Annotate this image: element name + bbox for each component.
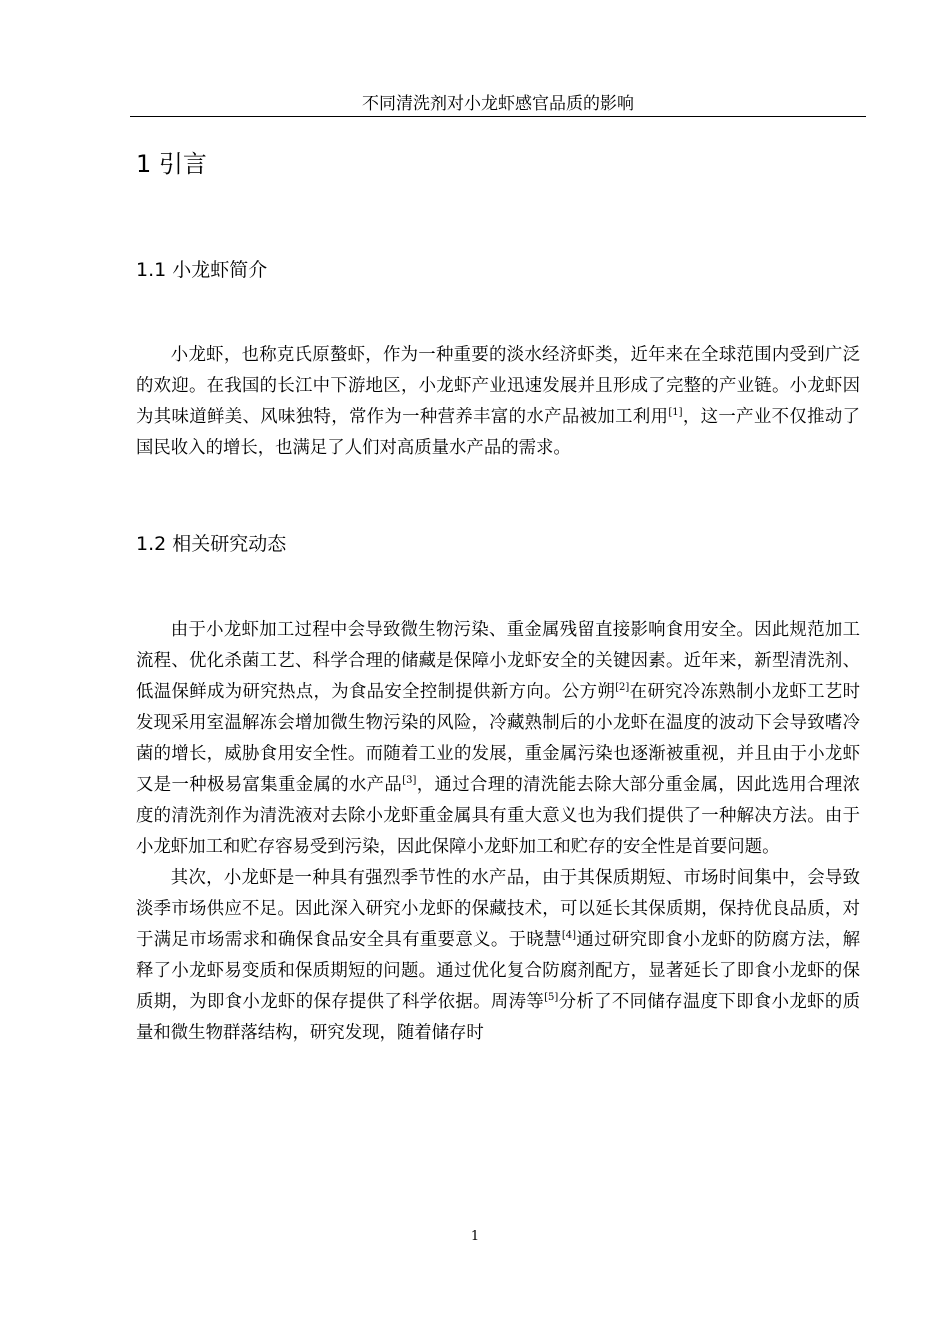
page-number: 1 [470,1229,480,1244]
paragraph-text: 在研究冷冻熟制小龙虾工艺时发现采用室温解冻会增加微生物污染的风险，冷藏熟制后的小龙虾在温度的波动下会导致嗜冷菌的增长，威胁食用安全性。而随着工业的发展，重金属污染也逐渐被重视，并且由于小龙虾又是一种极易富集重金属的水产品 [136,682,860,795]
paragraph-text: 通过研究即食小龙虾的防腐方法，解释了小龙虾易变质和保质期短的问题。通过优化复合防腐剂配方，显著延长了即食小龙虾的保质期，为即食小龙虾的保存提供了科学依据。周涛等 [136,930,860,1012]
citation-ref: [2] [615,682,630,694]
citation-ref: [3] [402,775,417,787]
chapter-title: 1 引言 [136,150,207,178]
paragraph [136,615,860,863]
paragraph-text: 由于小龙虾加工过程中会导致微生物污染、重金属残留直接影响食用安全。因此规范加工流程、优化杀菌工艺、科学合理的储藏是保障小龙虾安全的关键因素。近年来，新型清洗剂、低温保鲜成为研究热点，为食品安全控制提供新方向。公方朔 [136,620,860,702]
section-title-intro-crayfish: 1.1 小龙虾简介 [136,259,268,281]
paragraph [136,340,860,464]
paragraph-text: 小龙虾，也称克氏原螯虾，作为一种重要的淡水经济虾类，近年来在全球范围内受到广泛的欢迎。在我国的长江中下游地区，小龙虾产业迅速发展并且形成了完整的产业链。小龙虾因为其味道鲜美、风味独特，常作为一种营养丰富的水产品被加工利用 [136,345,860,427]
section-body-related-research [136,615,860,1049]
citation-ref: [1] [668,407,683,419]
section-title-related-research: 1.2 相关研究动态 [136,533,287,555]
paragraph-text: 其次，小龙虾是一种具有强烈季节性的水产品，由于其保质期短、市场时间集中，会导致淡季市场供应不足。因此深入研究小龙虾的保藏技术，可以延长其保质期，保持优良品质，对于满足市场需求和确保食品安全具有重要意义。于晓慧 [136,868,860,950]
paragraph-text: 分析了不同储存温度下即食小龙虾的质量和微生物群落结构，研究发现，随着储存时 [136,992,860,1043]
citation-ref: [5] [544,992,559,1004]
paragraph [136,863,860,1049]
citation-ref: [4] [561,930,577,942]
paragraph-text: ，这一产业不仅推动了国民收入的增长，也满足了人们对高质量水产品的需求。 [136,407,860,458]
section-body-intro-crayfish [136,340,860,464]
running-header: 不同清洗剂对小龙虾感官品质的影响 [130,92,866,117]
paragraph-text: ，通过合理的清洗能去除大部分重金属，因此选用合理浓度的清洗剂作为清洗液对去除小龙虾重金属具有重大意义也为我们提供了一种解决方法。由于小龙虾加工和贮存容易受到污染，因此保障小龙虾加工和贮存的安全性是首要问题。 [136,775,860,857]
